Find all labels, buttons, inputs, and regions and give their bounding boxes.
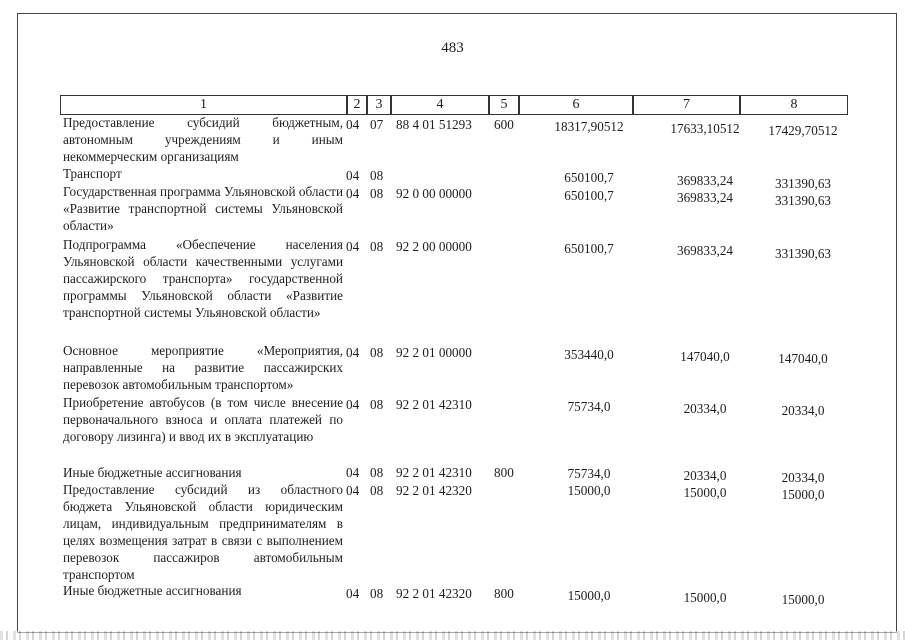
row-section: 04	[346, 168, 360, 183]
header-col-8: 8	[740, 95, 848, 115]
row-expense-type: 800	[494, 465, 514, 480]
row-amount-col8: 17429,70512	[768, 123, 838, 138]
row-description: Иные бюджетные ассигнования	[63, 583, 242, 598]
row-amount-col6: 75734,0	[567, 466, 611, 481]
row-section: 04	[346, 239, 360, 254]
header-col-2: 2	[347, 95, 367, 115]
row-section: 04	[346, 586, 360, 601]
row-amount-col7: 15000,0	[683, 485, 727, 500]
row-subsection: 08	[370, 465, 384, 480]
row-description: Предоставление субсидий бюджетным, автономным учреждениям и иным некоммерческим организациям	[63, 115, 343, 164]
row-subsection: 08	[370, 586, 384, 601]
row-target-code: 92 2 01 00000	[396, 345, 472, 360]
header-col-5: 5	[489, 95, 519, 115]
row-section: 04	[346, 397, 360, 412]
row-amount-col8: 331390,63	[774, 246, 832, 261]
page-number: 483	[441, 40, 464, 56]
row-amount-col6: 75734,0	[567, 399, 611, 414]
row-subsection: 07	[370, 117, 384, 132]
row-expense-type: 800	[494, 586, 514, 601]
row-subsection: 08	[370, 483, 384, 498]
row-section: 04	[346, 186, 360, 201]
row-subsection: 08	[370, 168, 384, 183]
row-amount-col8: 20334,0	[781, 403, 825, 418]
row-amount-col7: 369833,24	[676, 173, 734, 188]
row-amount-col6: 18317,90512	[554, 119, 624, 134]
scan-edge-noise	[0, 631, 905, 640]
row-amount-col6: 15000,0	[567, 588, 611, 603]
row-amount-col6: 650100,7	[564, 170, 614, 185]
row-section: 04	[346, 345, 360, 360]
row-section: 04	[346, 117, 360, 132]
row-amount-col6: 650100,7	[564, 241, 614, 256]
row-subsection: 08	[370, 397, 384, 412]
header-col-3: 3	[367, 95, 391, 115]
row-amount-col7: 17633,10512	[670, 121, 740, 136]
row-amount-col7: 147040,0	[680, 349, 730, 364]
row-description: Предоставление субсидий из областного бюджета Ульяновской области юридическим лицам, индивидуальным предпринимателям в целях возмещения затрат в связи с выполнением перевозок пассажиров автомобильным транспортом	[63, 482, 343, 582]
row-target-code: 92 2 01 42320	[396, 586, 472, 601]
row-amount-col8: 147040,0	[778, 351, 828, 366]
row-amount-col7: 15000,0	[683, 590, 727, 605]
row-amount-col8: 20334,0	[781, 470, 825, 485]
row-amount-col7: 20334,0	[683, 468, 727, 483]
row-amount-col7: 369833,24	[676, 190, 734, 205]
row-target-code: 92 2 01 42320	[396, 483, 472, 498]
row-description: Иные бюджетные ассигнования	[63, 465, 242, 480]
row-target-code: 92 2 01 42310	[396, 465, 472, 480]
row-expense-type: 600	[494, 117, 514, 132]
row-amount-col6: 650100,7	[564, 188, 614, 203]
row-section: 04	[346, 465, 360, 480]
row-description: Основное мероприятие «Мероприятия, направленные на развитие пассажирских перевозок автомобильным транспортом»	[63, 343, 343, 392]
row-amount-col6: 15000,0	[567, 483, 611, 498]
row-target-code: 92 2 00 00000	[396, 239, 472, 254]
row-amount-col8: 15000,0	[781, 592, 825, 607]
header-col-6: 6	[519, 95, 633, 115]
row-amount-col7: 369833,24	[676, 243, 734, 258]
header-col-4: 4	[391, 95, 489, 115]
row-target-code: 92 2 01 42310	[396, 397, 472, 412]
row-section: 04	[346, 483, 360, 498]
row-amount-col8: 331390,63	[774, 193, 832, 208]
header-col-7: 7	[633, 95, 740, 115]
table-header-row	[60, 95, 848, 115]
row-subsection: 08	[370, 239, 384, 254]
row-amount-col6: 353440,0	[564, 347, 614, 362]
header-col-1: 1	[60, 95, 347, 115]
row-target-code: 92 0 00 00000	[396, 186, 472, 201]
row-subsection: 08	[370, 186, 384, 201]
row-target-code: 88 4 01 51293	[396, 117, 472, 132]
row-description: Транспорт	[63, 166, 122, 181]
row-amount-col8: 15000,0	[781, 487, 825, 502]
row-description: Государственная программа Ульяновской области «Развитие транспортной системы Ульяновской области»	[63, 184, 343, 233]
row-amount-col7: 20334,0	[683, 401, 727, 416]
row-description: Приобретение автобусов (в том числе внесение первоначального взноса и оплата платежей по договору лизинга) и ввод их в эксплуатацию	[63, 395, 343, 444]
row-subsection: 08	[370, 345, 384, 360]
row-description: Подпрограмма «Обеспечение населения Ульяновской области качественными услугами пассажирского транспорта» государственной программы Ульяновской области «Развитие транспортной системы Ульяновской области»	[63, 237, 343, 320]
row-amount-col8: 331390,63	[774, 176, 832, 191]
